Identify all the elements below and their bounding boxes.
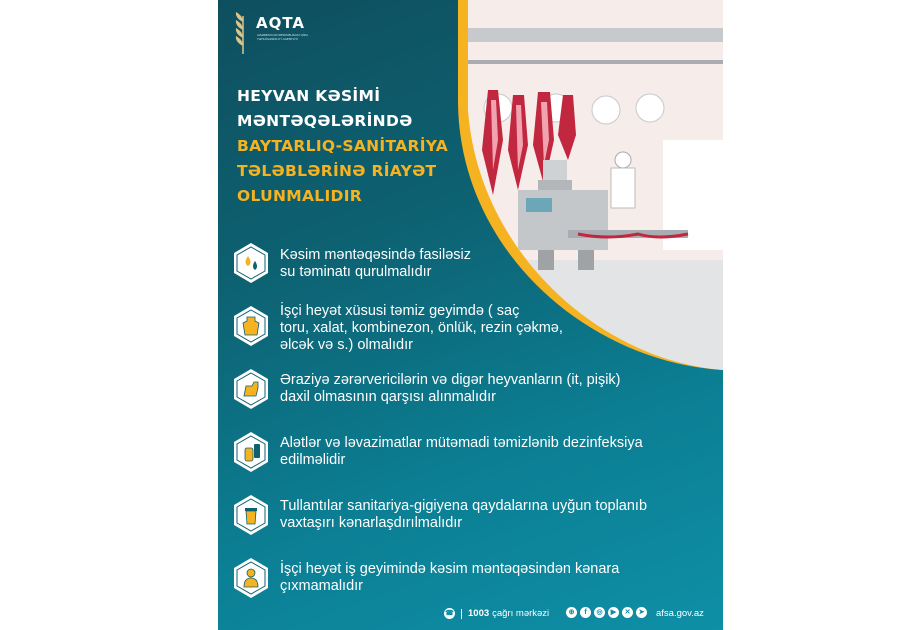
- worker-icon: [232, 557, 270, 599]
- phone-label: çağrı mərkəzi: [492, 608, 550, 619]
- phone-number: 1003: [468, 608, 490, 619]
- item-4-line-2: edilməlidir: [280, 452, 346, 468]
- title-line-2: MƏNTƏQƏLƏRİNDƏ: [237, 112, 413, 130]
- logo-text: AQTA: [256, 14, 306, 32]
- poster-title: [237, 84, 477, 209]
- item-5-line-1: Tullantılar sanitariya-gigiyena qaydalarına uyğun toplanıb: [280, 498, 648, 514]
- trash-bin-icon: [232, 494, 270, 536]
- website-url: afsa.gov.az: [656, 608, 704, 619]
- item-2-line-2: toru, xalat, kombinezon, önlük, rezin çəkmə,: [280, 320, 563, 336]
- title-line-1: HEYVAN KƏSİMİ: [237, 87, 381, 105]
- title-line-5: OLUNMALIDIR: [237, 187, 362, 205]
- item-6-line-2: çıxmamalıdır: [280, 578, 363, 594]
- aqta-logo: [232, 10, 342, 60]
- infographic-poster: [218, 0, 723, 630]
- item-1-line-1: Kəsim məntəqəsində fasiləsiz: [280, 247, 472, 263]
- item-6-line-1: İşçi heyət iş geyimində kəsim məntəqəsindən kənara: [280, 561, 620, 577]
- item-2-line-1: İşçi heyət xüsusi təmiz geyimdə ( saç: [280, 303, 520, 319]
- item-4-line-1: Alətlər və ləvazimatlar mütəmadi təmizlənib dezinfeksiya: [280, 435, 643, 451]
- wheat-logo-icon: [232, 10, 254, 54]
- divider: [461, 609, 462, 619]
- spray-disinfect-icon: [232, 431, 270, 473]
- title-line-3: BAYTARLIQ-SANİTARİYA: [237, 137, 449, 155]
- title-line-4: TƏLƏBLƏRİNƏ RİAYƏT: [237, 162, 437, 180]
- cat-dog-icon: [232, 368, 270, 410]
- apron-icon: [232, 305, 270, 347]
- item-3-line-2: daxil olmasının qarşısı alınmalıdır: [280, 389, 496, 405]
- item-5-line-2: vaxtaşırı kənarlaşdırılmalıdır: [280, 515, 463, 531]
- item-3-line-1: Əraziyə zərərvericilərin və digər heyvanların (it, pişik): [280, 372, 621, 388]
- facebook-icon: f: [580, 607, 591, 618]
- poster-footer: [218, 604, 723, 626]
- logo-subtitle: AZƏRBAYCAN RESPUBLİKASI QİDA TƏHLÜKƏSİZLİYİ AGENTLİYİ: [257, 33, 309, 41]
- phone-icon: ☎: [445, 610, 454, 617]
- water-drops-icon: [232, 242, 270, 284]
- instagram-icon: ◎: [594, 607, 605, 618]
- youtube-icon: ▶: [608, 607, 619, 618]
- item-1-line-2: su təminatı qurulmalıdır: [280, 264, 432, 280]
- globe-icon: ⊕: [566, 607, 577, 618]
- x-icon: ✕: [622, 607, 633, 618]
- social-links: [566, 607, 647, 618]
- item-2-line-3: əlcək və s.) olmalıdır: [280, 337, 413, 353]
- call-center: [444, 608, 549, 619]
- telegram-icon: ➤: [636, 607, 647, 618]
